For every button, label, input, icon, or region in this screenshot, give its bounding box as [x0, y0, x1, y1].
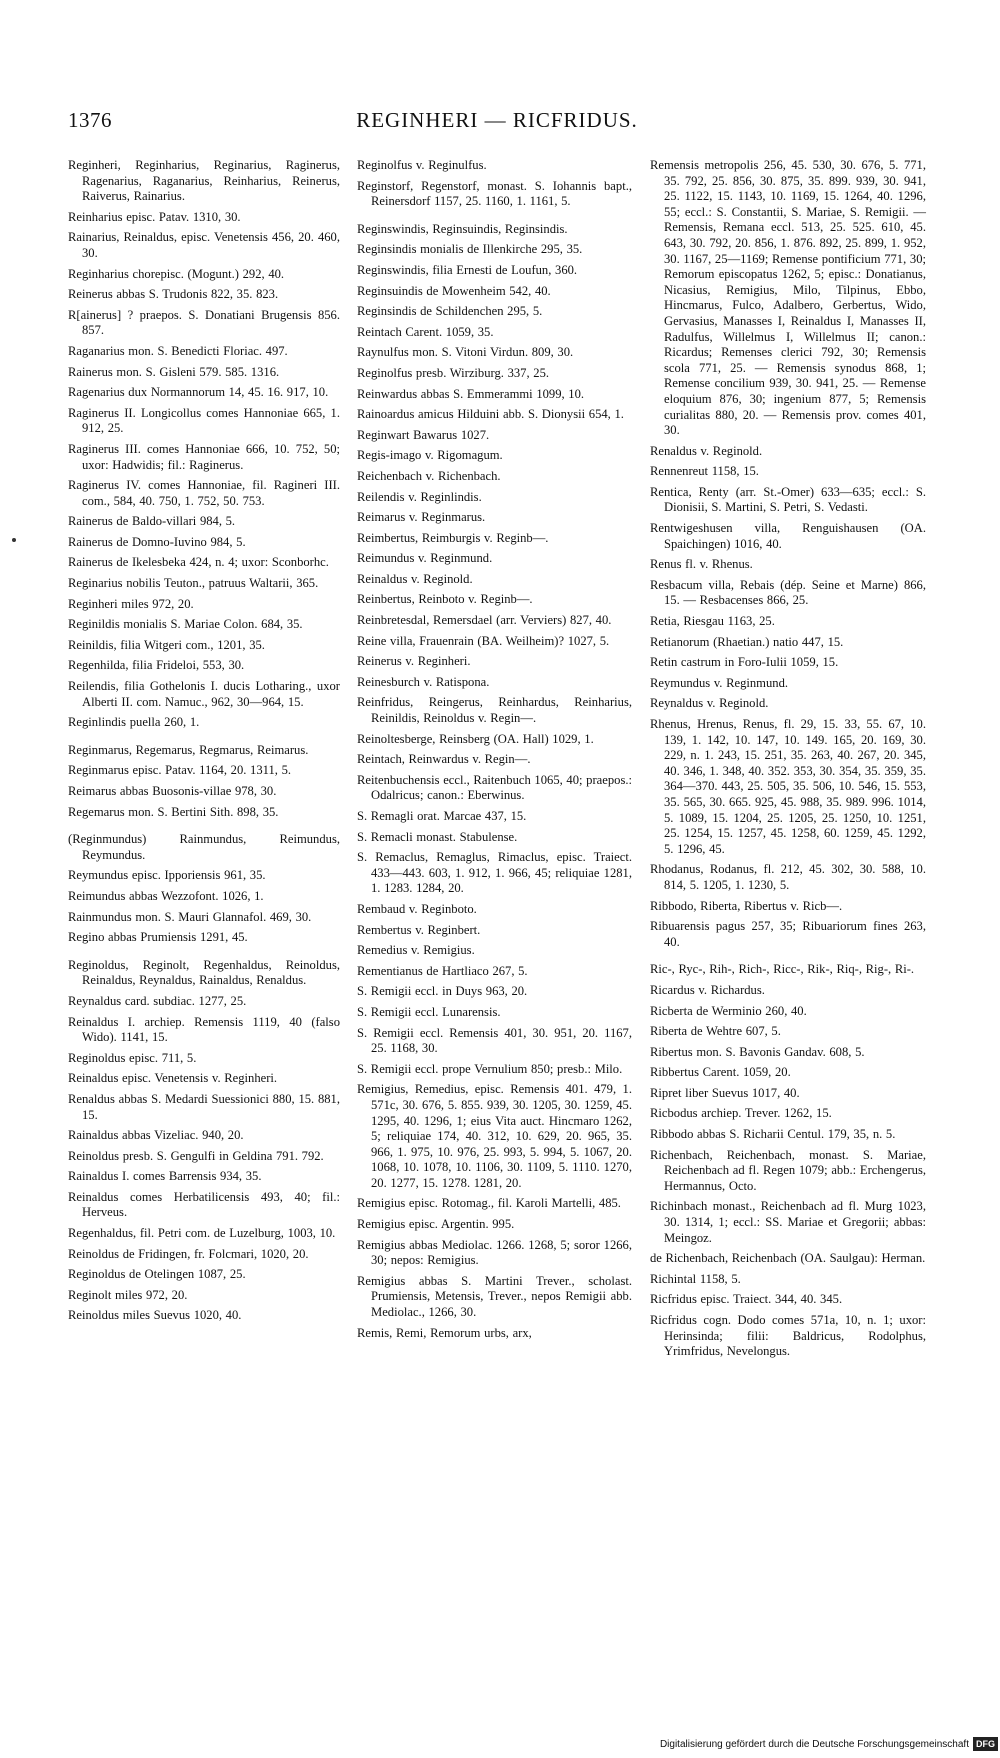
index-entry: Reginstorf, Regenstorf, monast. S. Iohannis bapt., Reinersdorf 1157, 25. 1160, 1. 1161, 5. — [357, 178, 632, 209]
index-entry: Reginheri, Reginharius, Reginarius, Raginerus, Ragenarius, Raganarius, Reinharius, Reinerus, Raiverus, Rainarius. — [68, 158, 340, 204]
index-entry: Reginarius nobilis Teuton., patruus Waltarii, 365. — [68, 576, 319, 591]
index-entry: Reinesburch v. Ratispona. — [357, 674, 490, 689]
index-entry: Reginswindis, Reginsuindis, Reginsindis. — [357, 221, 568, 236]
index-entry: Reginmarus, Regemarus, Regmarus, Reimarus. — [68, 742, 309, 757]
index-entry: Ric-, Ryc-, Rih-, Rich-, Ricc-, Rik-, Riq-, Rig-, Ri-. — [650, 962, 915, 977]
index-entry: R[ainerus] ? praepos. S. Donatiani Brugensis 856. 857. — [68, 307, 340, 338]
index-entry: Ribbodo abbas S. Richarii Centul. 179, 35, n. 5. — [650, 1127, 896, 1142]
index-entry: Rhenus, Hrenus, Renus, fl. 29, 15. 33, 55. 67, 10. 139, 1. 142, 10. 147, 10. 149. 165, 20. 169, 30. 229, n. 1. 243, 15. 251, 35. 263, 40. 267, 20. 345, 40. 346, 1. 348, 40. 352. 353, 30. 354, 35. 359, 35. 364—370. 443, 25. 505, 35. 506, 10. 546, 15. 553, 35. 565, 30. 665. 925, 45. 988, 35. 989. 996. 1014, 5. 1089, 15. 1204, 25. 1205, 25. 1250, 10. 1251, 25. 1254, 15. 1257, 45. 1258, 60. 1259, 45. 1292, 5. 1296, 45. — [650, 717, 926, 856]
index-entry: Remis, Remi, Remorum urbs, arx, — [357, 1325, 532, 1340]
index-entry: Ricardus v. Richardus. — [650, 982, 765, 997]
footer-credit — [560, 1736, 998, 1754]
index-entry: Resbacum villa, Rebais (dép. Seine et Marne) 866, 15. — Resbacenses 866, 25. — [650, 577, 926, 608]
index-entry: Rennenreut 1158, 15. — [650, 464, 759, 479]
index-entry: Reinaldus comes Herbatilicensis 493, 40; fil.: Herveus. — [68, 1189, 340, 1220]
index-entry: Rainaldus I. comes Barrensis 934, 35. — [68, 1169, 262, 1184]
index-entry: Reginildis monialis S. Mariae Colon. 684, 35. — [68, 617, 303, 632]
index-entry: Raginerus II. Longicollus comes Hannoniae 665, 1. 912, 25. — [68, 405, 340, 436]
index-entry: Reimarus abbas Buosonis-villae 978, 30. — [68, 784, 277, 798]
index-entry: Reinbretesdal, Remersdael (arr. Verviers) 827, 40. — [357, 613, 612, 628]
index-entry: Remigius abbas Mediolac. 1266. 1268, 5; soror 1266, 30; nepos: Remigius. — [357, 1237, 632, 1268]
index-entry: Remigius episc. Rotomag., fil. Karoli Martelli, 485. — [357, 1196, 621, 1211]
index-entry: Reinwardus abbas S. Emmerammi 1099, 10. — [357, 386, 585, 401]
index-entry: Riberta de Wehtre 607, 5. — [650, 1024, 781, 1039]
index-entry: Rentica, Renty (arr. St.-Omer) 633—635; eccl.: S. Dionisii, S. Martini, S. Petri, S. Vedasti. — [650, 484, 926, 515]
index-entry: Reinerus v. Reginheri. — [357, 654, 471, 669]
index-entry: S. Remagli orat. Marcae 437, 15. — [357, 809, 527, 823]
index-entry: Reynaldus card. subdiac. 1277, 25. — [68, 993, 247, 1008]
index-entry: Ribertus mon. S. Bavonis Gandav. 608, 5. — [650, 1044, 865, 1059]
index-entry: Reichenbach v. Richenbach. — [357, 468, 501, 483]
index-entry: Rainerus de Ikelesbeka 424, n. 4; uxor: Sconborhc. — [68, 555, 329, 570]
index-entry: Rembaud v. Reginboto. — [357, 901, 477, 916]
index-entry: Reinaldus I. archiep. Remensis 1119, 40 (falso Wido). 1141, 15. — [68, 1014, 340, 1045]
index-entry: Raginerus III. comes Hannoniae 666, 10. 752, 50; uxor: Hadwidis; fil.: Raginerus. — [68, 441, 340, 472]
index-entry: Reginmarus episc. Patav. 1164, 20. 1311, 5. — [68, 763, 292, 778]
index-entry: Reinaldus episc. Venetensis v. Reginheri. — [68, 1071, 278, 1086]
index-entry: Rainarius, Reinaldus, episc. Venetensis 456, 20. 460, 30. — [68, 230, 340, 260]
index-entry: Ricfridus cogn. Dodo comes 571a, 10, n. 1; uxor: Herinsinda; filii: Baldricus, Rodolphus, Yrimfridus, Nevelongus. — [650, 1313, 926, 1359]
index-entry: Remigius abbas S. Martini Trever., scholast. Prumiensis, Metensis, Trever., nepos Remigii abb. Mediolac., 1266, 30. — [357, 1273, 632, 1320]
index-entry: Reynaldus v. Reginold. — [650, 696, 769, 711]
index-entry: Ribuarensis pagus 257, 35; Ribuariorum fines 263, 40. — [650, 919, 926, 949]
index-entry: S. Remigii eccl. prope Vernulium 850; presb.: Milo. — [357, 1061, 623, 1076]
index-entry: Rhodanus, Rodanus, fl. 212, 45. 302, 30. 588, 10. 814, 5. 1205, 1. 1230, 5. — [650, 862, 926, 892]
index-entry: Reilendis, filia Gothelonis I. ducis Lotharing., uxor Alberti II. com. Namuc., 962, 30—964, 15. — [68, 679, 340, 709]
index-entry: Reginswindis, filia Ernesti de Loufun, 360. — [357, 262, 578, 277]
index-entry: Regenhaldus, fil. Petri com. de Luzelburg, 1003, 10. — [68, 1226, 336, 1241]
index-entry: Reinharius episc. Patav. 1310, 30. — [68, 209, 241, 224]
index-entry: S. Remigii eccl. in Duys 963, 20. — [357, 984, 528, 999]
index-entry: Reginoldus de Otelingen 1087, 25. — [68, 1267, 246, 1282]
index-entry: Reginheri miles 972, 20. — [68, 596, 194, 611]
index-entry: Ribbodo, Riberta, Ribertus v. Ricb—. — [650, 898, 843, 913]
index-entry: Ricfridus episc. Traiect. 344, 40. 345. — [650, 1292, 843, 1307]
index-entry: Reginolfus v. Reginulfus. — [357, 158, 487, 172]
index-entry: Reginolt miles 972, 20. — [68, 1287, 188, 1302]
index-column-left — [68, 158, 340, 1329]
index-entry: Reintach, Reinwardus v. Regin—. — [357, 752, 531, 767]
index-entry: Reymundus episc. Ipporiensis 961, 35. — [68, 868, 266, 883]
index-entry: Raynulfus mon. S. Vitoni Virdun. 809, 30. — [357, 345, 574, 360]
index-entry: Rainerus de Baldo-villari 984, 5. — [68, 514, 236, 529]
index-entry: Reintach Carent. 1059, 35. — [357, 324, 494, 339]
index-entry: Reilendis v. Reginlindis. — [357, 489, 482, 504]
index-entry: Remedius v. Remigius. — [357, 943, 475, 958]
index-entry: Reinerus abbas S. Trudonis 822, 35. 823. — [68, 287, 279, 302]
index-entry: Reinoldus miles Suevus 1020, 40. — [68, 1308, 242, 1323]
index-entry: (Reginmundus) Rainmundus, Reimundus, Reymundus. — [68, 832, 340, 862]
index-entry: Regenhilda, filia Frideloi, 553, 30. — [68, 658, 245, 673]
index-entry: Reginsindis de Schildenchen 295, 5. — [357, 304, 543, 319]
index-entry: Raginerus IV. comes Hannoniae, fil. Ragineri III. com., 584, 40. 750, 1. 752, 50. 753. — [68, 478, 340, 508]
index-entry: Ribbertus Carent. 1059, 20. — [650, 1065, 791, 1080]
index-entry: Rembertus v. Reginbert. — [357, 922, 481, 937]
index-column-right — [650, 158, 926, 1365]
index-entry: Rainaldus abbas Vizeliac. 940, 20. — [68, 1128, 244, 1143]
index-entry: Reitenbuchensis eccl., Raitenbuch 1065, 40; praepos.: Odalricus; canon.: Eberwinus. — [357, 772, 632, 803]
running-title: REGINHERI — RICFRIDUS. — [356, 108, 638, 132]
index-entry: Reinoldus de Fridingen, fr. Folcmari, 1020, 20. — [68, 1246, 309, 1261]
index-entry: Reginolfus presb. Wirziburg. 337, 25. — [357, 365, 550, 380]
index-entry: Reginharius chorepisc. (Mogunt.) 292, 40. — [68, 266, 285, 281]
index-entry: Remigius episc. Argentin. 995. — [357, 1217, 515, 1232]
index-entry: Reinbertus, Reinboto v. Reginb—. — [357, 592, 533, 607]
index-entry: Rentwigeshusen villa, Renguishausen (OA. Spaichingen) 1016, 40. — [650, 521, 926, 551]
index-entry: Reine villa, Frauenrain (BA. Weilheim)? 1027, 5. — [357, 633, 610, 648]
index-entry: Remensis metropolis 256, 45. 530, 30. 676, 5. 771, 35. 792, 25. 856, 30. 875, 35. 899. 939, 30. 941, 25. 1122, 15. 1143, 10. 1169, 15. 1264, 40. 1296, 55; eccl.: S. Constantii, S. Mariae, S. Remigii. — Remensis, Remana eccl. 513, 25. 525. 610, 45. 643, 30. 792, 20. 856, 1. 876. 892, 25. 899, 1. 952, 30. 1167, 25—1169; Remense pontificium 771, 30; Remorum episcopatus 1262, 5; episc.: Donatianus, Nicasius, Remigius, Milo, Tilpinus, Ebbo, Hincmarus, Fulco, Adalbero, Gerbertus, Wido, Gervasius, Manasses I, Reinaldus I, Manasses II, Radulfus, Willelmus I, Willelmus II; canon.: Ricardus; Remenses clerici 792, 30; Remensis scola 771, 25. — Remensis synodus 868, 1; Remense concilium 939, 30. 941, 25. — Remense eloquium 876, 30; ingenium 877, 5; Remensis curialitas 880, 20. — Remensis prov. comes 401, 30. — [650, 158, 926, 438]
index-entry: Reinoltesberge, Reinsberg (OA. Hall) 1029, 1. — [357, 731, 594, 746]
index-entry: Reginoldus, Reginolt, Regenhaldus, Reinoldus, Reinaldus, Reynaldus, Rainaldus, Renaldus. — [68, 957, 340, 988]
index-entry: Reinildis, filia Witgeri com., 1201, 35. — [68, 637, 265, 652]
index-entry: Reimundus v. Reginmund. — [357, 551, 493, 566]
index-entry: S. Remigii eccl. Lunarensis. — [357, 1004, 501, 1019]
index-entry: Ricbodus archiep. Trever. 1262, 15. — [650, 1106, 832, 1121]
index-entry: Reginsindis monialis de Illenkirche 295, 35. — [357, 242, 583, 257]
index-entry: Regis-imago v. Rigomagum. — [357, 448, 503, 463]
index-entry: Renus fl. v. Rhenus. — [650, 557, 753, 572]
index-entry: Renaldus abbas S. Medardi Suessionici 880, 15. 881, 15. — [68, 1091, 340, 1122]
index-entry: Reginlindis puella 260, 1. — [68, 715, 200, 730]
index-entry: Retianorum (Rhaetian.) natio 447, 15. — [650, 634, 844, 649]
index-entry: Raganarius mon. S. Benedicti Floriac. 497. — [68, 343, 288, 358]
index-entry: Richintal 1158, 5. — [650, 1271, 741, 1286]
index-entry: Rainerus mon. S. Gisleni 579. 585. 1316. — [68, 364, 280, 379]
index-entry: Ricberta de Werminio 260, 40. — [650, 1003, 807, 1018]
footer-text: Digitalisierung gefördert durch die Deutsche Forschungsgemeinschaft — [659, 1739, 969, 1750]
index-entry: Rainoardus amicus Hilduini abb. S. Dionysii 654, 1. — [357, 407, 624, 422]
index-entry: Reginsuindis de Mowenheim 542, 40. — [357, 283, 551, 298]
index-entry: Richinbach monast., Reichenbach ad fl. Murg 1023, 30. 1314, 1; eccl.: SS. Mariae et Gregorii; abbas: Meingoz. — [650, 1199, 926, 1245]
index-entry: Reimundus abbas Wezzofont. 1026, 1. — [68, 888, 264, 903]
index-entry: Reginoldus episc. 711, 5. — [68, 1050, 197, 1065]
index-entry: Regino abbas Prumiensis 1291, 45. — [68, 930, 248, 945]
index-entry: Rementianus de Hartliaco 267, 5. — [357, 963, 528, 978]
scan-speck — [12, 538, 16, 542]
index-entry: Renaldus v. Reginold. — [650, 443, 763, 458]
index-column-middle — [357, 158, 632, 1346]
page-header — [68, 108, 926, 142]
index-entry: Rainerus de Domno-Iuvino 984, 5. — [68, 534, 246, 549]
index-entry: Regemarus mon. S. Bertini Sith. 898, 35. — [68, 804, 279, 819]
index-entry: Reimarus v. Reginmarus. — [357, 510, 486, 525]
index-entry: de Richenbach, Reichenbach (OA. Saulgau): Herman. — [650, 1251, 926, 1266]
index-entry: Reinaldus v. Reginold. — [357, 571, 473, 586]
index-entry: Reinfridus, Reingerus, Reinhardus, Reinharius, Reinildis, Reinoldus v. Regin—. — [357, 695, 632, 726]
page-number: 1376 — [68, 108, 112, 132]
index-entry: S. Remaclus, Remaglus, Rimaclus, episc. Traiect. 433—443. 603, 1. 912, 1. 966, 45; reliquiae 1281, 1. 1283. 1284, 20. — [357, 850, 632, 896]
index-entry: Reginwart Bawarus 1027. — [357, 427, 490, 442]
index-entry: Retin castrum in Foro-Iulii 1059, 15. — [650, 655, 839, 670]
index-entry: Ragenarius dux Normannorum 14, 45. 16. 917, 10. — [68, 385, 329, 400]
index-entry: S. Remigii eccl. Remensis 401, 30. 951, 20. 1167, 25. 1168, 30. — [357, 1025, 632, 1056]
index-entry: Reymundus v. Reginmund. — [650, 675, 789, 690]
dfg-logo: DFG — [973, 1737, 998, 1751]
index-entry: Richenbach, Reichenbach, monast. S. Mariae, Reichenbach ad fl. Regen 1079; abb.: Erchengerus, Hermannus, Octo. — [650, 1147, 926, 1193]
index-entry: Ripret liber Suevus 1017, 40. — [650, 1085, 800, 1100]
index-entry: Rainmundus mon. S. Mauri Glannafol. 469, 30. — [68, 909, 312, 924]
index-entry: Reimbertus, Reimburgis v. Reginb—. — [357, 530, 549, 545]
index-entry: Remigius, Remedius, episc. Remensis 401. 479, 1. 571c, 30. 676, 5. 855. 939, 30. 1205, 30. 1259, 45. 1295, 40. 1296, 1; eius Vita auct. Hincmaro 1262, 5; reliquiae 174, 40. 312, 10. 629, 20. 965, 35. 966, 1. 975, 10. 976, 25. 993, 5. 994, 5. 1067, 20. 1068, 10. 1078, 10. 1106, 30. 1109, 5. 1110. 1270, 20. 1277, 15. 1278. 1281, 20. — [357, 1082, 632, 1190]
index-entry: Reinoldus presb. S. Gengulfi in Geldina 791. 792. — [68, 1148, 324, 1163]
index-entry: S. Remacli monast. Stabulense. — [357, 829, 518, 844]
index-entry: Retia, Riesgau 1163, 25. — [650, 614, 775, 629]
